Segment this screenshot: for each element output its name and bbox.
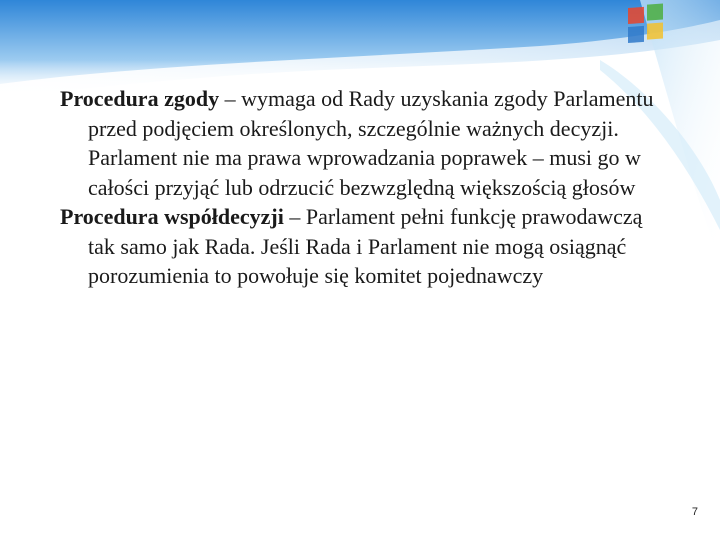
slide-body bbox=[60, 84, 660, 291]
text-procedura-zgody: – wymaga od Rady uzyskania zgody Parlamentu przed podjęciem określonych, szczególnie ważnych decyzji. Parlament nie ma prawa wprowadzania poprawek – musi go w całości przyjąć lub odrzucić bezwzględną większością głosów bbox=[88, 86, 654, 200]
term-procedura-zgody: Procedura zgody bbox=[60, 86, 220, 111]
text-procedura-wspoldecyzji: – Parlament pełni funkcję prawodawczą tak samo jak Rada. Jeśli Rada i Parlament nie mogą osiągnąć porozumienia to powołuje się komitet pojednawczy bbox=[88, 204, 643, 288]
term-procedura-wspoldecyzji: Procedura współdecyzji bbox=[60, 204, 284, 229]
page-number: 7 bbox=[691, 506, 698, 518]
paragraph-procedura-wspoldecyzji bbox=[60, 202, 660, 291]
paragraph-procedura-zgody bbox=[60, 84, 660, 202]
